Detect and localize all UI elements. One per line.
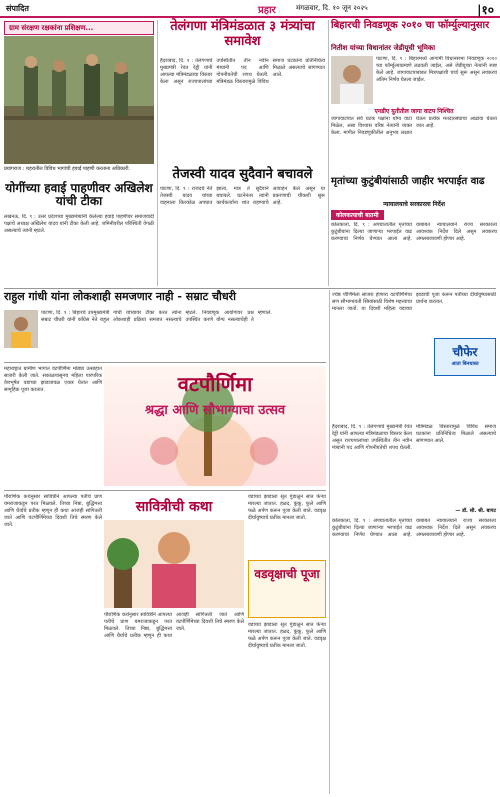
vatpournima-banner [104, 366, 326, 486]
body-right-bottom: कोलकाता, दि. ९ : अपघातातील मृतांच्या कुटुंबीयांना दिल्या जाणाऱ्या भरपाईत वाढ करण्याचा निर्णय घेण्यात आला आहे. याबाबत न्यायालयाने राज्य सरकारला आवश्यक निर्देश दिले असून लवकरच अंमलबजावणी होणार आहे. [332, 518, 496, 538]
body-bihar: पाटणा, दि. ९ : बिहारमध्ये आगामी विधानसभा निवडणूक २०१० च्या फॉर्म्युल्याप्रमाणे लढवली जाईल, असे जेडीयूच्या नेत्यांनी स्पष्ट केले आहे. जागावाटपाबाबत मित्रपक्षांशी चर्चा सुरू असून लवकरच अंतिम निर्णय घेतला जाईल. [376, 56, 497, 83]
body-telangana: हैदराबाद, दि. ९ : तेलंगणाचे मुख्यमंत्री रेवंत रेड्डी यांनी आपल्या मंत्रिमंडळाचा विस्तार केला असून राज्यपालांच्या उपस्थितीत तीन नवीन मंत्र्यांनी पद आणि गोपनीयतेची शपथ घेतली. मंत्रिमंडळ विस्तारामुळे विविध समाज घटकांना प्रतिनिधित्व मिळाले असल्याचे सांगण्यात आले. [160, 58, 325, 85]
military-training-photo [4, 36, 154, 164]
body-right-misc: हैदराबाद, दि. ९ : तेलंगणाचे मुख्यमंत्री रेवंत रेड्डी यांनी आपल्या मंत्रिमंडळाचा विस्तार केला असून राज्यपालांच्या उपस्थितीत तीन नवीन मंत्र्यांनी पद आणि गोपनीयतेची शपथ घेतली. मंत्रिमंडळ विस्तारामुळे विविध समाज घटकांना प्रतिनिधित्व मिळाले असल्याचे सांगण्यात आले. [332, 424, 496, 451]
savitri-illustration [104, 520, 244, 608]
newspaper-logo: प्रहार [258, 5, 276, 16]
body-vatpournima-intro: महाराष्ट्रात ग्रामीण भागात वटपौर्णिमा मोठ्या उत्साहात साजरी केली जाते. सकाळपासूनच महिला पारंपरिक वेशभूषेत वडाच्या झाडाजवळ एकत्र येतात आणि सामूहिक पूजा करतात. [4, 366, 102, 393]
ticker-box [4, 21, 154, 35]
section-divider [4, 490, 326, 491]
subhead-mrutyu: न्यायालयाचे सरकारला निर्देश [383, 201, 445, 208]
section-label: संपादित [6, 4, 29, 13]
headline-savitri: सावित्रीची कथा [135, 499, 213, 515]
column-rule [329, 290, 330, 794]
column-rule [157, 20, 158, 286]
samrat-chaudhary-photo [4, 310, 38, 348]
headline-vadpooja: वडवृक्षाची पूजा [254, 567, 320, 581]
body-vadpooja: वडाच्या झाडाला सूत गुंडाळून सात फेऱ्या मारल्या जातात. हळद, कुंकू, फुले आणि फळे अर्पण करून पूजा केली जाते. वडवृक्ष दीर्घायुष्याचे प्रतीक मानला जातो. [248, 622, 326, 649]
tag-mrutyu: कोलकत्याची बातमी [331, 210, 384, 220]
ticker-label: ग्राम संरक्षण रक्षकांना प्रशिक्षण... [9, 24, 94, 32]
masthead [0, 0, 500, 18]
ad-tagline: आता बिनधास्त [451, 361, 479, 367]
box-title-bihar: एनडीए युतीतील जागा वाटप निश्चित [374, 108, 454, 115]
body-vatpournima: ज्येष्ठ पौर्णिमेला साजरा होणारा वटपौर्णिमेचा सण सौभाग्यवती स्त्रियांसाठी विशेष महत्त्वाचा मानला जातो. या दिवशी महिला वडाच्या झाडाची पूजा करून पतीच्या दीर्घायुष्यासाठी प्रार्थना करतात. [332, 292, 496, 312]
box-body-bihar: जागावाटपात सर्व घटक पक्षांना योग्य वाटा मिळेल, असा विश्वास वरिष्ठ नेत्यांनी व्यक्त केला. मागील निवडणुकीतील अनुभव लक्षात घेऊन प्रत्येक मतदारसंघाचा आढावा घेतला जात आहे. [331, 116, 497, 136]
photo-caption-yoga: प्रयागराज : शहरातील विविध भागांची हवाई पाहणी करताना अधिकारी. [4, 166, 131, 172]
body-vadpooja-left: वडाच्या झाडाला सूत गुंडाळून सात फेऱ्या मारल्या जातात. हळद, कुंकू, फुले आणि फळे अर्पण करून पूजा केली जाते. वडवृक्ष दीर्घायुष्याचे प्रतीक मानला जातो. [248, 494, 326, 521]
issue-date: मंगळवार, दि. १० जून २०२५ [296, 4, 368, 12]
nitish-kumar-photo [331, 56, 373, 104]
headline-bihar: बिहारची निवडणूक २०१० चा फॉर्म्युल्यानुसार [331, 20, 490, 31]
chaufer-ad[interactable] [434, 338, 496, 376]
subhead-bihar: नितीश यांच्या विधानांतर जेडीयूची भूमिका [331, 44, 436, 52]
section-divider [4, 288, 496, 289]
headline-tejashwi: तेजस्वी यादव सुदैवाने बचावले [172, 167, 313, 182]
byline: — डॉ. सौ. श्री. बापट [455, 508, 496, 514]
subhead-vatpournima: श्रद्धा आणि सौभाग्याचा उत्सव [144, 403, 286, 418]
section-divider [4, 362, 326, 363]
headline-vatpournima: वटपौर्णिमा [177, 372, 253, 396]
headline-mrutyu: मृतांच्या कुटुंबीयांसाठी जाहीर भरपाईत वाढ [331, 176, 485, 187]
headline-rahul: राहुल गांधी यांना लोकशाही समजणार नाही - सम्राट चौधरी [4, 290, 236, 303]
ad-brand: चौफेर [452, 345, 478, 359]
body-yoga: लखनऊ, दि. ९ : उत्तर प्रदेशच्या मुख्यमंत्र्यांनी केलेल्या हवाई पाहणीवर समाजवादी पक्षाचे अध्यक्ष अखिलेश यादव यांनी टीका केली आहे. जमिनीवरील परिस्थिती वेगळी असल्याचे त्यांनी म्हटले. [4, 214, 154, 234]
vadpooja-box [248, 560, 326, 618]
page-number: |१० [477, 3, 494, 17]
body-tejashwi: पाटणा, दि. ९ : राजदचे नेते तेजस्वी यादव यांच्या वाहनाला किरकोळ अपघात झाला, मात्र ते सुदैवाने बचावले. घटनेनंतर त्यांनी कार्यकर्त्यांना शांत राहण्याचे आवाहन केले असून या प्रकरणाची चौकशी सुरू आहे. [160, 186, 325, 206]
column-rule [328, 20, 329, 286]
body-rahul: पाटणा, दि. ९ : बिहारचे उपमुख्यमंत्री सम्राट चौधरी यांनी काँग्रेस नेते राहुल गांधी यांच्यावर टीका करत त्यांना लोकशाही प्रक्रिया समजत नसल्याचे म्हटले. निवडणूक आयोगावर प्रश्न उपस्थित करणे योग्य नसल्याचेही ते म्हणाले. [41, 310, 272, 323]
headline-yoga: योगींच्या हवाई पाहणीवर अखिलेश यांची टीका [5, 181, 153, 209]
body-mrutyu: कोलकाता, दि. ९ : अपघातातील मृतांच्या कुटुंबीयांना दिल्या जाणाऱ्या भरपाईत वाढ करण्याचा निर्णय घेण्यात आला आहे. याबाबत न्यायालयाने राज्य सरकारला आवश्यक निर्देश दिले असून लवकरच अंमलबजावणी होणार आहे. [331, 222, 497, 242]
headline-telangana: तेलंगणा मंत्रिमंडळात ३ मंत्र्यांचा समावेश [170, 19, 315, 49]
body-savitri-left: पौराणिक कथेनुसार सावित्रीने आपल्या पतीचे प्राण यमराजाकडून परत मिळवले. तिच्या निष्ठा, बुद्धिमत्ता आणि धैर्याचे प्रतीक म्हणून ही कथा आजही सांगितली जाते आणि वटपौर्णिमेच्या दिवशी तिचे स्मरण केले जाते. [4, 494, 102, 528]
body-savitri: पौराणिक कथेनुसार सावित्रीने आपल्या पतीचे प्राण यमराजाकडून परत मिळवले. तिच्या निष्ठा, बुद्धिमत्ता आणि धैर्याचे प्रतीक म्हणून ही कथा आजही सांगितली जाते आणि वटपौर्णिमेच्या दिवशी तिचे स्मरण केले जाते. [104, 612, 244, 639]
